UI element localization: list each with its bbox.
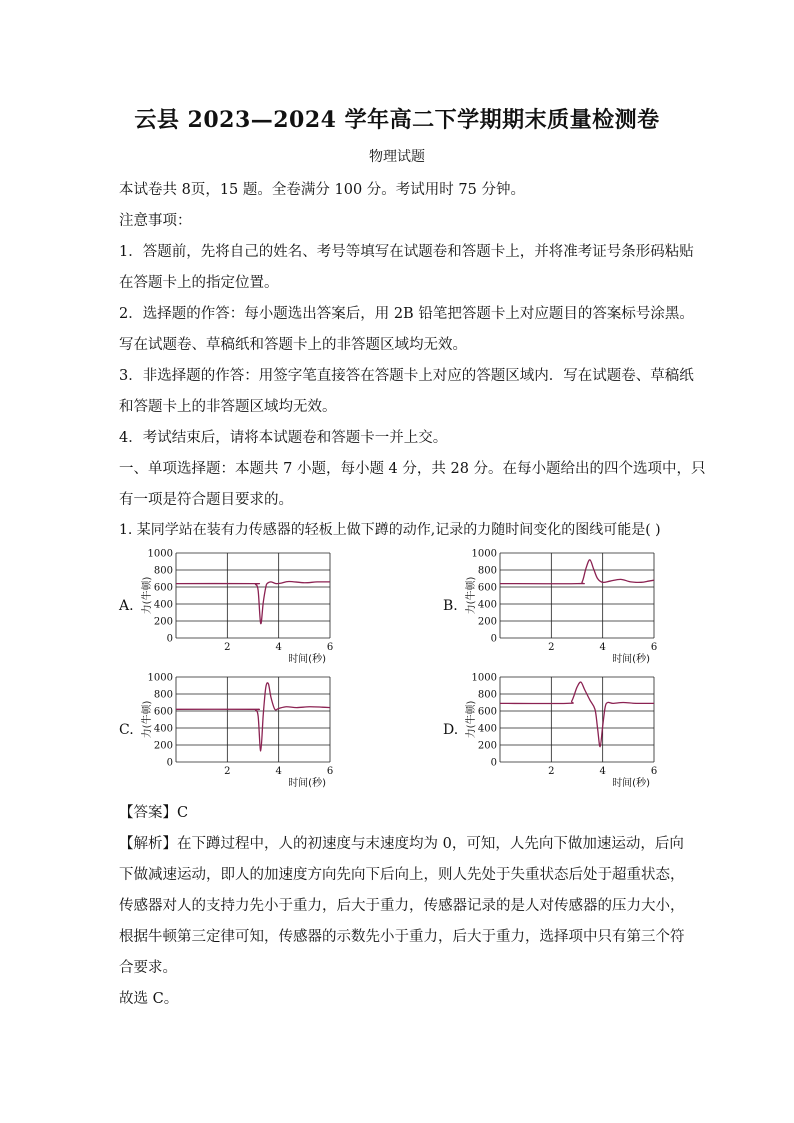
y-tick-label: 800 bbox=[153, 565, 173, 577]
y-tick-label: 600 bbox=[477, 582, 497, 594]
notice-heading: 注意事项： bbox=[119, 213, 192, 229]
y-tick-label: 800 bbox=[477, 689, 497, 701]
chart-option-b bbox=[464, 545, 664, 677]
subject-subtitle: 物理试题 bbox=[369, 149, 425, 165]
conclusion-line: 故选 C。 bbox=[119, 991, 179, 1007]
x-tick-label: 6 bbox=[650, 642, 658, 653]
x-tick-label: 2 bbox=[224, 766, 231, 777]
y-tick-label: 1000 bbox=[147, 548, 173, 560]
x-tick-label: 4 bbox=[275, 642, 282, 653]
notice-line: 和答题卡上的非答题区域均无效。 bbox=[119, 399, 337, 415]
y-tick-label: 600 bbox=[153, 706, 173, 718]
y-tick-label: 600 bbox=[477, 706, 497, 718]
y-tick-label: 0 bbox=[490, 757, 497, 769]
analysis-line: 传感器对人的支持力先小于重力，后大于重力，传感器记录的是人对传感器的压力大小， bbox=[119, 898, 685, 914]
y-tick-label: 200 bbox=[477, 740, 497, 752]
chart-option-c bbox=[140, 669, 340, 801]
x-tick-label: 6 bbox=[326, 766, 334, 777]
option-a-label: A. bbox=[119, 598, 134, 614]
chart-svg bbox=[140, 545, 340, 673]
chart-option-a bbox=[140, 545, 340, 677]
x-tick-label: 4 bbox=[599, 766, 606, 777]
notice-line: 4．考试结束后，请将本试题卷和答题卡一并上交。 bbox=[119, 430, 448, 446]
x-tick-label: 2 bbox=[548, 766, 555, 777]
y-tick-label: 1000 bbox=[471, 548, 497, 560]
y-tick-label: 400 bbox=[153, 723, 173, 735]
x-tick-label: 4 bbox=[275, 766, 282, 777]
notice-line: 1．答题前，先将自己的姓名、考号等填写在试题卷和答题卡上，并将准考证号条形码粘贴 bbox=[119, 244, 694, 260]
force-curve bbox=[500, 560, 654, 584]
x-axis-title: 时间(秒) bbox=[612, 778, 650, 789]
y-axis-title: 力(牛顿) bbox=[466, 700, 477, 739]
page-title: 云县 2023—2024 学年高二下学期期末质量检测卷 bbox=[134, 107, 660, 133]
exam-intro: 本试卷共 8页，15 题。全卷满分 100 分。考试用时 75 分钟。 bbox=[119, 182, 525, 198]
y-tick-label: 600 bbox=[153, 582, 173, 594]
chart-svg bbox=[140, 669, 340, 797]
question-stem: 1. 某同学站在装有力传感器的轻板上做下蹲的动作,记录的力随时间变化的图线可能是( ) bbox=[119, 522, 661, 538]
y-tick-label: 0 bbox=[166, 757, 173, 769]
y-tick-label: 200 bbox=[153, 740, 173, 752]
x-tick-label: 2 bbox=[548, 642, 555, 653]
force-curve bbox=[176, 581, 330, 623]
y-tick-label: 400 bbox=[153, 599, 173, 611]
y-tick-label: 200 bbox=[477, 616, 497, 628]
x-tick-label: 2 bbox=[224, 642, 231, 653]
y-tick-label: 400 bbox=[477, 599, 497, 611]
y-axis-title: 力(牛顿) bbox=[142, 576, 153, 615]
notice-line: 3．非选择题的作答：用签字笔直接答在答题卡上对应的答题区域内．写在试题卷、草稿纸 bbox=[119, 368, 694, 384]
option-c-label: C. bbox=[119, 722, 134, 738]
notice-line: 2．选择题的作答：每小题选出答案后，用 2B 铅笔把答题卡上对应题目的答案标号涂黑。 bbox=[119, 306, 694, 322]
chart-svg bbox=[464, 669, 664, 797]
y-tick-label: 1000 bbox=[471, 672, 497, 684]
y-tick-label: 800 bbox=[153, 689, 173, 701]
x-axis-title: 时间(秒) bbox=[612, 654, 650, 665]
y-axis-title: 力(牛顿) bbox=[142, 700, 153, 739]
section-heading: 一、单项选择题：本题共 7 小题，每小题 4 分，共 28 分。在每小题给出的四个选项中，只 bbox=[119, 461, 706, 477]
y-axis-title: 力(牛顿) bbox=[466, 576, 477, 615]
chart-option-d bbox=[464, 669, 664, 801]
x-tick-label: 6 bbox=[650, 766, 658, 777]
analysis-line: 根据牛顿第三定律可知，传感器的示数先小于重力，后大于重力，选择项中只有第三个符 bbox=[119, 929, 685, 945]
notice-line: 在答题卡上的指定位置。 bbox=[119, 275, 279, 291]
analysis-line: 【解析】在下蹲过程中，人的初速度与末速度均为 0，可知，人先向下做加速运动，后向 bbox=[119, 836, 684, 852]
y-tick-label: 0 bbox=[490, 633, 497, 645]
section-heading: 有一项是符合题目要求的。 bbox=[119, 492, 293, 508]
option-b-label: B. bbox=[443, 598, 458, 614]
y-tick-label: 1000 bbox=[147, 672, 173, 684]
y-tick-label: 200 bbox=[153, 616, 173, 628]
notice-line: 写在试题卷、草稿纸和答题卡上的非答题区域均无效。 bbox=[119, 337, 467, 353]
analysis-line: 合要求。 bbox=[119, 960, 177, 976]
force-curve bbox=[176, 683, 330, 751]
y-tick-label: 0 bbox=[166, 633, 173, 645]
option-d-label: D. bbox=[443, 722, 459, 738]
answer-line: 【答案】C bbox=[119, 805, 189, 821]
analysis-line: 下做减速运动，即人的加速度方向先向下后向上，则人先处于失重状态后处于超重状态， bbox=[119, 867, 685, 883]
y-tick-label: 800 bbox=[477, 565, 497, 577]
x-tick-label: 6 bbox=[326, 642, 334, 653]
x-tick-label: 4 bbox=[599, 642, 606, 653]
x-axis-title: 时间(秒) bbox=[288, 778, 326, 789]
x-axis-title: 时间(秒) bbox=[288, 654, 326, 665]
y-tick-label: 400 bbox=[477, 723, 497, 735]
force-curve bbox=[500, 682, 654, 747]
chart-svg bbox=[464, 545, 664, 673]
